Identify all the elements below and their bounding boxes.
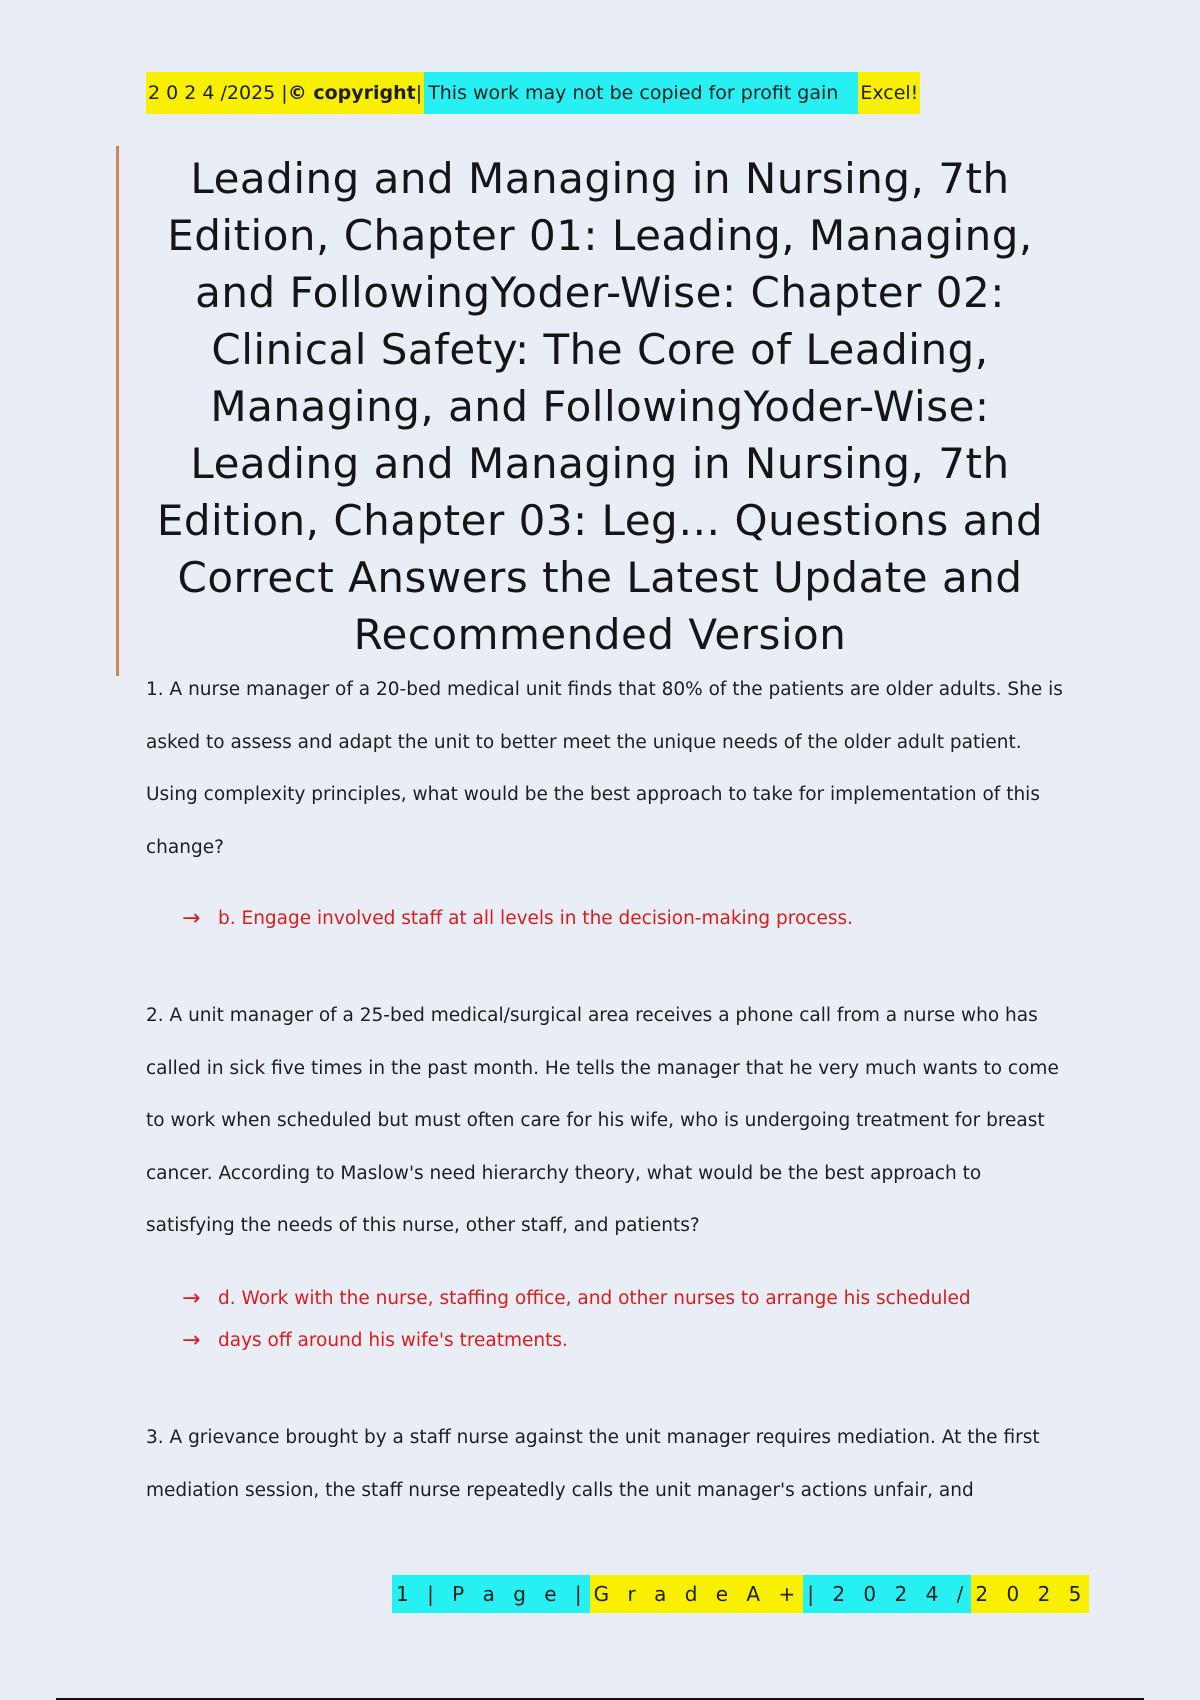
answer-2-line-1: → d. Work with the nurse, staffing office, and other nurses to arrange his scheduled [182, 1286, 971, 1311]
footer-grade: G r a d e A + [590, 1575, 804, 1613]
arrow-icon: → [182, 1286, 201, 1311]
header-copyright: 2 0 2 4 /2025 | © copyright | [146, 72, 424, 114]
question-3: 3. A grievance brought by a staff nurse against the unit manager requires mediation. At the first mediation session, the staff nurse repeatedly calls the unit manager's actions unfair, and [146, 1427, 1040, 1501]
page-footer [392, 1575, 1089, 1613]
footer-year-1: | 2 0 2 4 / [803, 1575, 971, 1613]
arrow-icon: → [182, 906, 201, 931]
title-accent-bar [116, 146, 119, 676]
copyright-label: © copyright [287, 82, 416, 104]
header-banner [146, 72, 920, 114]
header-notice: This work may not be copied for profit gain [424, 72, 858, 114]
question-1: 1. A nurse manager of a 20-bed medical unit finds that 80% of the patients are older adults. She is asked to assess and adapt the unit to better meet the unique needs of the older adult patient. Using complexity principles, what would be the best approach to take for implementation of this change? [146, 679, 1063, 858]
answer-1-line-1: → b. Engage involved staff at all levels in the decision-making process. [182, 906, 854, 931]
arrow-icon: → [182, 1328, 201, 1353]
footer-year-2: 2 0 2 5 [971, 1575, 1089, 1613]
footer-page: 1 | P a g e | [392, 1575, 590, 1613]
header-excel: Excel! [858, 72, 920, 114]
question-2: 2. A unit manager of a 25-bed medical/surgical area receives a phone call from a nurse who has called in sick five times in the past month. He tells the manager that he very much wants to come to work when scheduled but must often care for his wife, who is undergoing treatment for breast cancer. According to Maslow's need hierarchy theory, what would be the best approach to satisfying the needs of this nurse, other staff, and patients? [146, 1005, 1059, 1236]
document-title: Leading and Managing in Nursing, 7th Edition, Chapter 01: Leading, Managing, and FollowingYoder-Wise: Chapter 02: Clinical Safety: The Core of Leading, Managing, and FollowingYoder-Wise: Leading and Managing in Nursing, 7th Edition, Chapter 03: Leg… Questions and Correct Answers the Latest Update and Recommended Version [156, 154, 1044, 659]
answer-2-line-2: → days off around his wife's treatments. [182, 1328, 568, 1353]
